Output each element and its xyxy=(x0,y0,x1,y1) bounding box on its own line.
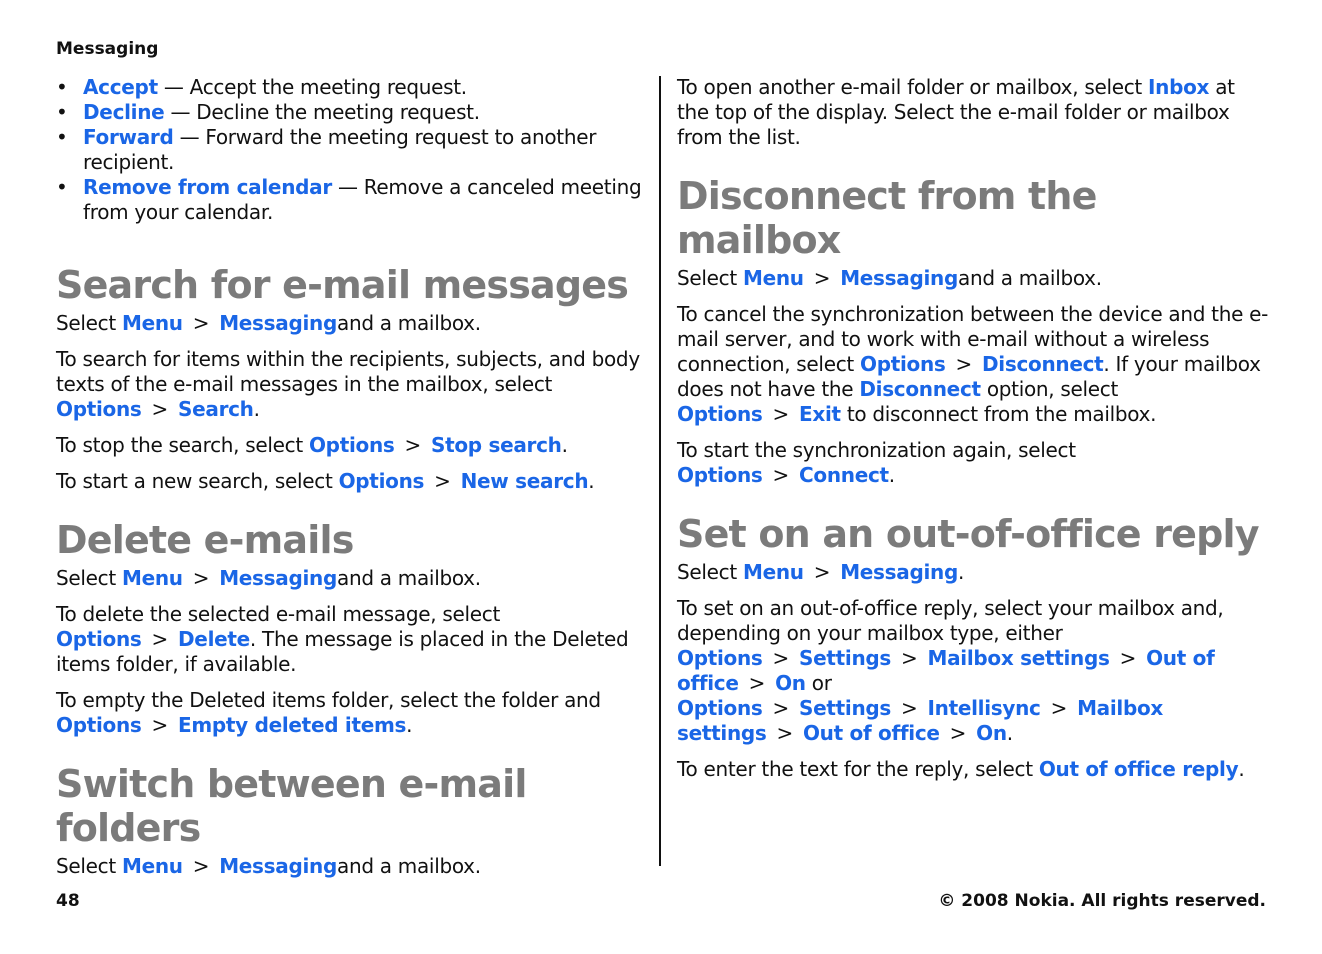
on-ref: On xyxy=(775,671,806,695)
messaging-ref: Messaging xyxy=(840,560,958,584)
text: To stop the search, select xyxy=(56,433,309,457)
text: at the top of the display. Select the e-mail folder or mailbox from the list. xyxy=(677,75,1235,149)
messaging-ref: Messaging xyxy=(840,266,958,290)
separator: > xyxy=(949,721,967,745)
accept-option: Accept xyxy=(83,75,158,99)
mailbox-settings-ref: Mailbox settings xyxy=(927,646,1110,670)
text: . xyxy=(888,463,895,487)
separator: > xyxy=(748,671,766,695)
options-ref: Options xyxy=(56,627,142,651)
paragraph xyxy=(677,302,1269,427)
new-search-ref: New search xyxy=(460,469,589,493)
separator: > xyxy=(813,266,831,290)
paragraph xyxy=(56,566,648,591)
text: To start the synchronization again, select xyxy=(677,438,1076,462)
text: To enter the text for the reply, select xyxy=(677,757,1039,781)
text: Select xyxy=(56,854,122,878)
paragraph xyxy=(56,469,648,494)
column-divider xyxy=(659,76,661,866)
text: To set on an out-of-office reply, select your mailbox and, depending on your mailbox type, either xyxy=(677,596,1224,645)
separator: > xyxy=(151,713,168,737)
messaging-ref: Messaging xyxy=(219,854,337,878)
inbox-ref: Inbox xyxy=(1148,75,1210,99)
paragraph xyxy=(677,560,1269,585)
text: option, select xyxy=(980,377,1119,401)
separator: > xyxy=(1119,646,1137,670)
options-ref: Options xyxy=(677,696,763,720)
options-ref: Options xyxy=(677,463,763,487)
connect-ref: Connect xyxy=(799,463,889,487)
text: To cancel the synchronization between the device and the e-mail server, and to work with e-mail without a wireless connection, select xyxy=(677,302,1269,376)
switch-folders-heading: Switch between e-mail folders xyxy=(56,762,527,850)
exit-ref: Exit xyxy=(799,402,841,426)
settings-ref: Settings xyxy=(799,696,892,720)
list-item-text: — Accept the meeting request. xyxy=(157,75,467,99)
out-of-office-ref: Out of office xyxy=(677,646,1215,695)
list-item-text: — Decline the meeting request. xyxy=(164,100,480,124)
options-ref: Options xyxy=(308,433,395,457)
delete-heading: Delete e-mails xyxy=(56,518,354,562)
menu-ref: Menu xyxy=(121,566,183,590)
paragraph xyxy=(56,602,648,677)
separator: > xyxy=(772,402,789,426)
separator: > xyxy=(192,311,210,335)
list-item xyxy=(56,175,648,225)
page-header: Messaging xyxy=(56,39,159,59)
stop-search-ref: Stop search xyxy=(430,433,562,457)
paragraph xyxy=(56,688,648,738)
list-item xyxy=(56,100,648,125)
text: To empty the Deleted items folder, select the folder and xyxy=(56,688,601,712)
paragraph xyxy=(56,311,648,336)
text: Select xyxy=(56,566,122,590)
separator: > xyxy=(772,463,789,487)
text: . xyxy=(406,713,413,737)
separator: > xyxy=(955,352,972,376)
paragraph xyxy=(677,596,1269,746)
list-item xyxy=(56,75,648,100)
separator: > xyxy=(151,627,168,651)
list-item-text: — Forward the meeting request to another recipient. xyxy=(83,125,597,174)
options-ref: Options xyxy=(338,469,425,493)
text: . The message is placed in the Deleted items folder, if available. xyxy=(56,627,629,676)
paragraph xyxy=(677,757,1269,782)
remove-from-calendar-option: Remove from calendar xyxy=(83,175,332,199)
paragraph xyxy=(677,75,1269,150)
right-column xyxy=(677,72,1269,793)
messaging-ref: Messaging xyxy=(219,311,337,335)
copyright-notice: © 2008 Nokia. All rights reserved. xyxy=(938,891,1266,911)
text: . xyxy=(1238,757,1245,781)
search-heading: Search for e-mail messages xyxy=(56,263,629,307)
page-number: 48 xyxy=(56,891,80,911)
options-ref: Options xyxy=(677,402,763,426)
text: . xyxy=(561,433,568,457)
separator: > xyxy=(404,433,421,457)
menu-ref: Menu xyxy=(121,854,183,878)
text: . xyxy=(958,560,965,584)
options-ref: Options xyxy=(677,646,763,670)
text: and a mailbox. xyxy=(337,566,481,590)
text: To search for items within the recipients, subjects, and body texts of the e-mail messages in the mailbox, select xyxy=(56,347,640,396)
disconnect-heading: Disconnect from the mailbox xyxy=(677,174,1097,262)
text: or xyxy=(805,671,832,695)
separator: > xyxy=(901,696,918,720)
text: Select xyxy=(677,560,743,584)
decline-option: Decline xyxy=(83,100,165,124)
menu-ref: Menu xyxy=(121,311,183,335)
paragraph xyxy=(56,347,648,422)
list-item xyxy=(56,125,648,175)
text: . xyxy=(588,469,595,493)
messaging-ref: Messaging xyxy=(219,566,337,590)
separator: > xyxy=(772,646,789,670)
options-ref: Options xyxy=(56,713,142,737)
text: to disconnect from the mailbox. xyxy=(840,402,1157,426)
text: and a mailbox. xyxy=(337,311,481,335)
separator: > xyxy=(901,646,918,670)
mailbox-settings-ref: Mailbox settings xyxy=(677,696,1164,745)
text: To open another e-mail folder or mailbox, select xyxy=(677,75,1149,99)
paragraph xyxy=(56,433,648,458)
separator: > xyxy=(151,397,168,421)
paragraph xyxy=(56,854,648,879)
disconnect-ref: Disconnect xyxy=(982,352,1104,376)
out-of-office-reply-ref: Out of office reply xyxy=(1038,757,1239,781)
options-ref: Options xyxy=(56,397,142,421)
intellisync-ref: Intellisync xyxy=(927,696,1041,720)
paragraph xyxy=(677,438,1269,488)
text: To start a new search, select xyxy=(56,469,339,493)
list-item-text: — Remove a canceled meeting from your calendar. xyxy=(83,175,642,224)
options-ref: Options xyxy=(860,352,946,376)
separator: > xyxy=(776,721,793,745)
separator: > xyxy=(434,469,451,493)
text: . xyxy=(253,397,260,421)
left-column xyxy=(56,72,648,890)
disconnect-ref: Disconnect xyxy=(859,377,981,401)
text: To delete the selected e-mail message, select xyxy=(56,602,500,626)
meeting-options-list xyxy=(56,75,648,225)
text: . If your mailbox does not have the xyxy=(677,352,1261,401)
separator: > xyxy=(772,696,789,720)
settings-ref: Settings xyxy=(799,646,892,670)
empty-deleted-items-ref: Empty deleted items xyxy=(178,713,407,737)
text: and a mailbox. xyxy=(958,266,1102,290)
menu-ref: Menu xyxy=(742,266,804,290)
out-of-office-ref: Out of office xyxy=(802,721,940,745)
search-ref: Search xyxy=(178,397,254,421)
on-ref: On xyxy=(976,721,1007,745)
delete-ref: Delete xyxy=(178,627,250,651)
separator: > xyxy=(813,560,831,584)
text: Select xyxy=(56,311,122,335)
separator: > xyxy=(192,854,210,878)
menu-ref: Menu xyxy=(742,560,804,584)
paragraph xyxy=(677,266,1269,291)
separator: > xyxy=(1050,696,1068,720)
text: Select xyxy=(677,266,743,290)
text: and a mailbox. xyxy=(337,854,481,878)
separator: > xyxy=(192,566,210,590)
out-of-office-heading: Set on an out-of-office reply xyxy=(677,512,1259,556)
text: . xyxy=(1006,721,1013,745)
forward-option: Forward xyxy=(83,125,174,149)
